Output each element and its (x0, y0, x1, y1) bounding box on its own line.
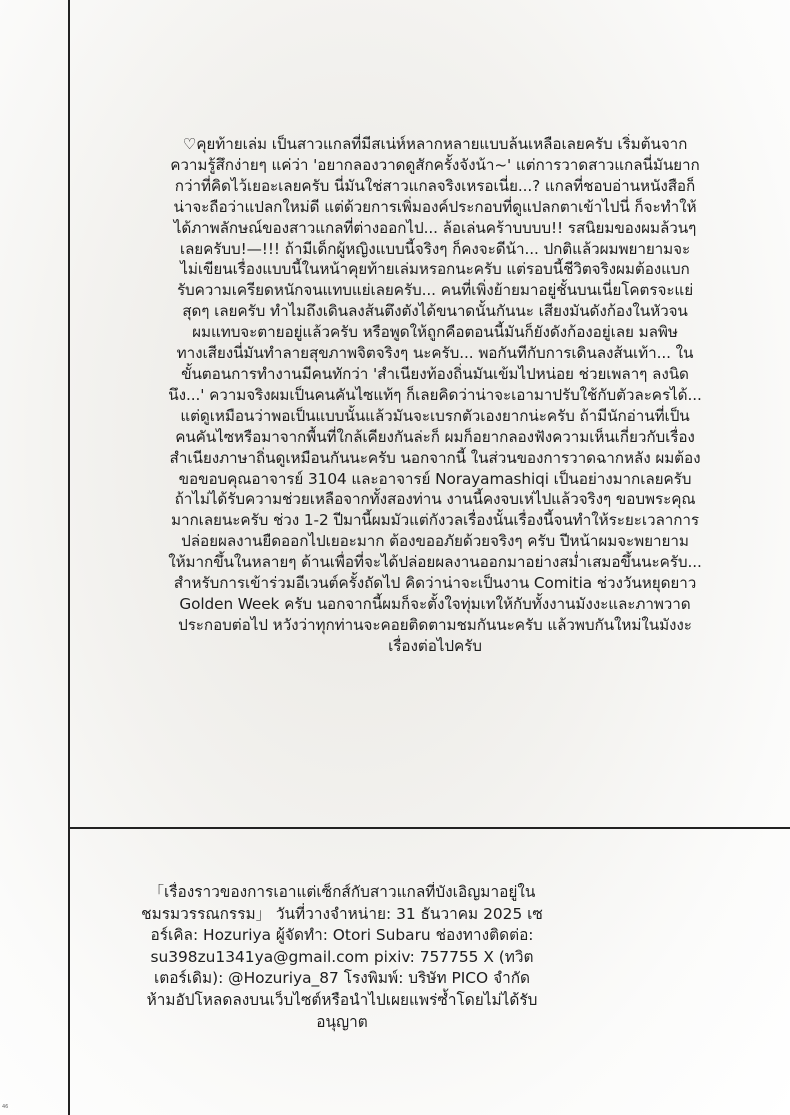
colophon-text: 「เรื่องราวของการเอาแต่เซ็กส์กับสาวแกลที่บังเอิญมาอยู่ใน ชมรมวรรณกรรม」 วันที่วางจำหน่าย: 31 ธันวาคม 2025 เซ อร์เคิล: Hozuriya ผู้จัดทำ: Otori Subaru ช่องทางติดต่อ: su398zu1341ya@gmail.com pixiv: 757755 X (ทวิต เตอร์เดิม): @Hozuriya_87 โรงพิมพ์: บริษัท PICO จำกัด ห้ามอัปโหลดลงบนเว็บไซต์หรือนำไปเผยแพร่ซ้ำโดยไม่ได้รับ อนุญาต (141, 883, 543, 1031)
panel-border-vertical (68, 0, 70, 1115)
panel-border-horizontal (68, 827, 790, 829)
afterword-text: ♡คุยท้ายเล่ม เป็นสาวแกลที่มีสเน่ห์หลากหลายแบบล้นเหลือเลยครับ เริ่มต้นจาก ความรู้สึกง่ายๆ แค่ว่า 'อยากลองวาดดูสักครั้งจังน้า~' แต่การวาดสาวแกลนี่มันยาก กว่าที่คิดไว้เยอะเลยครับ นี่มันใช่สาวแกลจริงเหรอเนี่ย...? แกลที่ชอบอ่านหนังสือก็ น่าจะถือว่าแปลกใหม่ดี แต่ด้วยการเพิ่มองค์ประกอบที่ดูแปลกตาเข้าไปนี่ ก็จะทำให้ ได้ภาพลักษณ์ของสาวแกลที่ต่างออกไป... ล้อเล่นคร้าบบบบ!! รสนิยมของผมล้วนๆ เลยครับบ!—!!! ถ้ามีเด็กผู้หญิงแบบนี้จริงๆ ก็คงจะดีน้า... ปกติแล้วผมพยายามจะ ไม่เขียนเรื่องแบบนี้ในหน้าคุยท้ายเล่มหรอกนะครับ แต่รอบนี้ชีวิตจริงผมต้องแบก รับความเครียดหนักจนแทบแย่เลยครับ... คนที่เพิ่งย้ายมาอยู่ชั้นบนเนี่ยโคตรจะแย่ สุดๆ เลยครับ ทำไมถึงเดินลงส้นตึงตังได้ขนาดนั้นกันนะ เสียงมันดังก้องในหัวจน ผมแทบจะตายอยู่แล้วครับ หรือพูดให้ถูกคือตอนนี้มันก็ยังดังก้องอยู่เลย มลพิษ ทางเสียงนี่มันทำลายสุขภาพจิตจริงๆ นะครับ... พอกันทีกับการเดินลงส้นเท้า... ใน ขั้นตอนการทำงานมีคนทักว่า 'สำเนียงท้องถิ่นมันเข้มไปหน่อย ช่วยเพลาๆ ลงนิด นึง...' ความจริงผมเป็นคนคันไซแท้ๆ ก็เลยคิดว่าน่าจะเอามาปรับใช้กับตัวละครได้... แต่ดูเหมือนว่าพอเป็นแบบนั้นแล้วมันจะเบรกตัวเองยากน่ะครับ ถ้ามีนักอ่านที่เป็น คนคันไซหรือมาจากพื้นที่ใกล้เคียงกันล่ะก็ ผมก็อยากลองฟังความเห็นเกี่ยวกับเรื่อง สำเนียงภาษาถิ่นดูเหมือนกันนะครับ นอกจากนี้ ในส่วนของการวาดฉากหลัง ผมต้อง ขอขอบคุณอาจารย์ 3104 และอาจารย์ Norayamashiqi เป็นอย่างมากเลยครับ ถ้าไม่ได้รับความช่วยเหลือจากทั้งสองท่าน งานนี้คงจบเห่ไปแล้วจริงๆ ขอบพระคุณ มากเลยนะครับ ช่วง 1-2 ปีมานี้ผมมัวแต่กังวลเรื่องนั้นเรื่องนี้จนทำให้ระยะเวลาการ ปล่อยผลงานยืดออกไปเยอะมาก ต้องขออภัยด้วยจริงๆ ครับ ปีหน้าผมจะพยายาม ให้มากขึ้นในหลายๆ ด้านเพื่อที่จะได้ปล่อยผลงานออกมาอย่างสม่ำเสมอขึ้นนะครับ... สำหรับการเข้าร่วมอีเวนต์ครั้งถัดไป คิดว่าน่าจะเป็นงาน Comitia ช่วงวันหยุดยาว Golden Week ครับ นอกจากนี้ผมก็จะตั้งใจทุ่มเทให้กับทั้งงานมังงะและภาพวาด ประกอบต่อไป หวังว่าทุกท่านจะคอยติดตามชมกันนะครับ แล้วพบกันใหม่ในมังงะ เรื่องต่อไปครับ (168, 135, 702, 655)
page-number: 46 (2, 1104, 9, 1110)
